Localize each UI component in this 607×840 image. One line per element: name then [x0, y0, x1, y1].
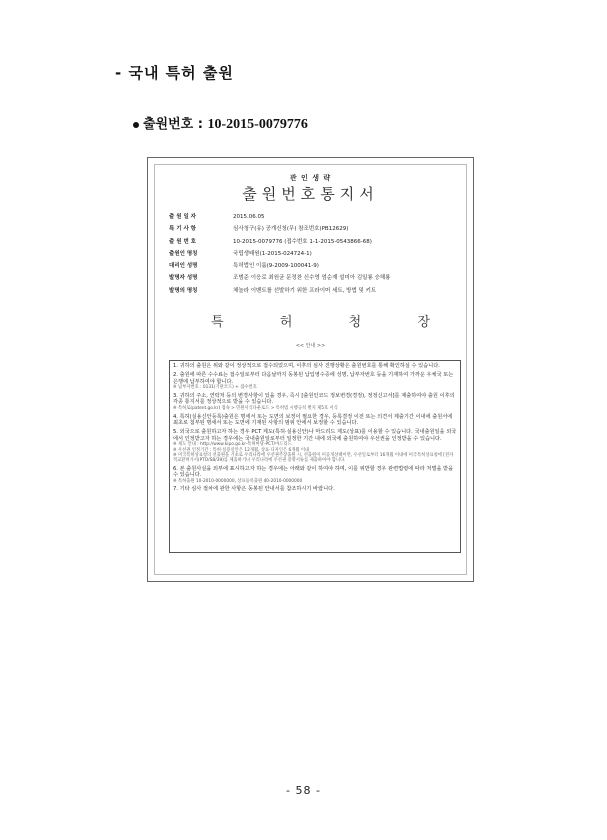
guide-item-note: ※ 우선권 인정기간 : 특허·실용신안은 12개월, 상표·디자인은 6개월 이내: [173, 447, 310, 453]
field-value: 2015.06.05: [233, 214, 265, 220]
issuer-char: 허: [279, 315, 293, 330]
field-label: 특 기 사 항: [169, 226, 196, 233]
section-title: - 국내 특허 출원: [115, 64, 234, 82]
field-value: 심사청구(유) 공개신청(무) 참조번호(PB12629): [233, 226, 349, 233]
guide-box: [169, 360, 461, 553]
page-number: - 58 -: [286, 784, 321, 797]
guide-item-note: ※ 제도 안내 : http://www.kipo.go.kr-특허마당-PCT/마드리드: [173, 442, 292, 448]
field-row: [169, 272, 458, 284]
document-title: 출원번호통지서: [242, 185, 379, 203]
guide-item-text: 2. 출원에 따른 수수료는 접수일로부터 다음날까지 동봉된 납입영수증에 성명, 납부자번호 등을 기재하여 가까운 우체국 또는 은행에 납부하여야 합니다.: [173, 371, 454, 385]
field-label: 발명자 성명: [169, 275, 198, 282]
field-value: 특허법인 이룸(9-2009-100041-9): [233, 263, 319, 270]
field-value: 10-2015-0079776 (접수번호 1-1-2015-0543866-68): [233, 238, 372, 245]
notice-document-image: [147, 157, 474, 582]
guide-item: [173, 466, 457, 484]
guide-item: [173, 372, 457, 390]
application-number-line: [133, 113, 308, 133]
guide-item: [173, 393, 457, 411]
field-value: 조범준 이응로 최원균 문정찬 신수영 엄순재 설미아 김일룡 승해룡: [233, 275, 391, 282]
guide-item-note: ※ 미국특허상표청의 선출원을 기초로 우리나라에 우선권주장출원 시, 선출원이 미공개상태이면, 우선일로부터 16개월 이내에 미국특허상표청에 [전자적교환허가서(PTO/SB/39)를 제출하거나 우리나라에 우선권 증명서류를 제출하여야 합니다.: [173, 452, 454, 463]
guide-item-text: 7. 기타 심사 절차에 관한 사항은 동봉된 안내서를 참조하시기 바랍니다.: [173, 486, 335, 493]
field-label: 발명의 명칭: [169, 287, 198, 294]
guide-item-note: ※ 납부자번호 : 0131(기관코드) + 접수번호: [173, 385, 257, 391]
application-number-value: 10-2015-0079776: [207, 117, 308, 132]
issuer-char: 장: [417, 315, 430, 330]
guide-item: [173, 429, 457, 463]
field-label: 출 원 번 호: [169, 238, 196, 245]
field-value: 체놀라 이벤트를 선발하기 위한 프라이머 세트, 방법 및 키트: [233, 287, 377, 294]
guide-item-text: 3. 귀하의 주소, 연락처 등의 변경사항이 있을 경우, 즉시 [출원인코드 정보변경(경정), 정정신고서]를 제출하여야 출원 이후의 각종 통지서를 정상적으로 받을 수 있습니다.: [173, 392, 455, 406]
field-row: [169, 260, 458, 272]
guide-item-text: 1. 귀하의 출원은 위와 같이 정상적으로 접수되었으며, 이후의 심사 진행상황은 출원번호를 통해 확인하실 수 있습니다.: [173, 363, 440, 369]
field-row: [169, 223, 458, 235]
guide-item-text: 4. 특허(실용신안등록)출원은 명세서 또는 도면의 보정이 필요한 경우, 등록결정 이전 또는 의견서 제출기간 이내에 출원서에 최초로 첨부된 명세서 또는 도면에 기재된 사항의 범위 안에서 보정할 수 있습니다.: [173, 413, 453, 427]
field-label: 대리인 성명: [169, 263, 198, 270]
field-value: 국립생태원(1-2015-024724-1): [233, 250, 312, 257]
issuer-char: 청: [348, 315, 362, 330]
field-label: 출 원 일 자: [169, 214, 196, 220]
application-number-label: 출원번호 :: [143, 117, 203, 132]
bullet-icon: [133, 122, 139, 128]
guide-item-note: ※ 특허로(patent.go.kr) 접속 > 민원서식다운로드 > 특허법 시행규칙 별지 제5호 서식: [173, 405, 338, 411]
guide-item-text: 6. 본 출원사실을 외부에 표시하고자 하는 경우에는 아래와 같이 하여야 하며, 이를 위반할 경우 관련법령에 따라 처벌을 받을 수 있습니다.: [173, 465, 454, 479]
notice-document-border: [154, 164, 467, 575]
field-label: 출원인 명칭: [169, 250, 198, 257]
guide-item: [173, 414, 457, 427]
guide-item-text: 5. 외국으로 출원하고자 하는 경우 PCT 제도(특허·실용신안)나 마드리드 제도(상표)를 이용할 수 있습니다. 국내출원일을 외국에서 인정받고자 하는 경우에는 국내출원일로부터 일정한 기간 내에 외국에 출원하여야 우선권을 인정받을 수 있습니다.: [173, 429, 457, 442]
guide-item: [173, 363, 457, 370]
guide-heading: << 안내 >>: [295, 343, 326, 349]
guide-item: [173, 486, 457, 493]
seal-omitted-caption: 관 인 생 략: [289, 174, 332, 182]
field-row: [169, 236, 458, 248]
issuer-char: 특: [211, 315, 224, 330]
field-row: [169, 211, 458, 223]
guide-item-note: ※ 특허출원 10-2010-0000000, 상표등록출원 40-2010-0000000: [173, 478, 303, 484]
field-row: [169, 248, 458, 260]
issuer-name: [211, 311, 430, 330]
field-row: [169, 285, 458, 297]
document-fields: [169, 211, 458, 297]
